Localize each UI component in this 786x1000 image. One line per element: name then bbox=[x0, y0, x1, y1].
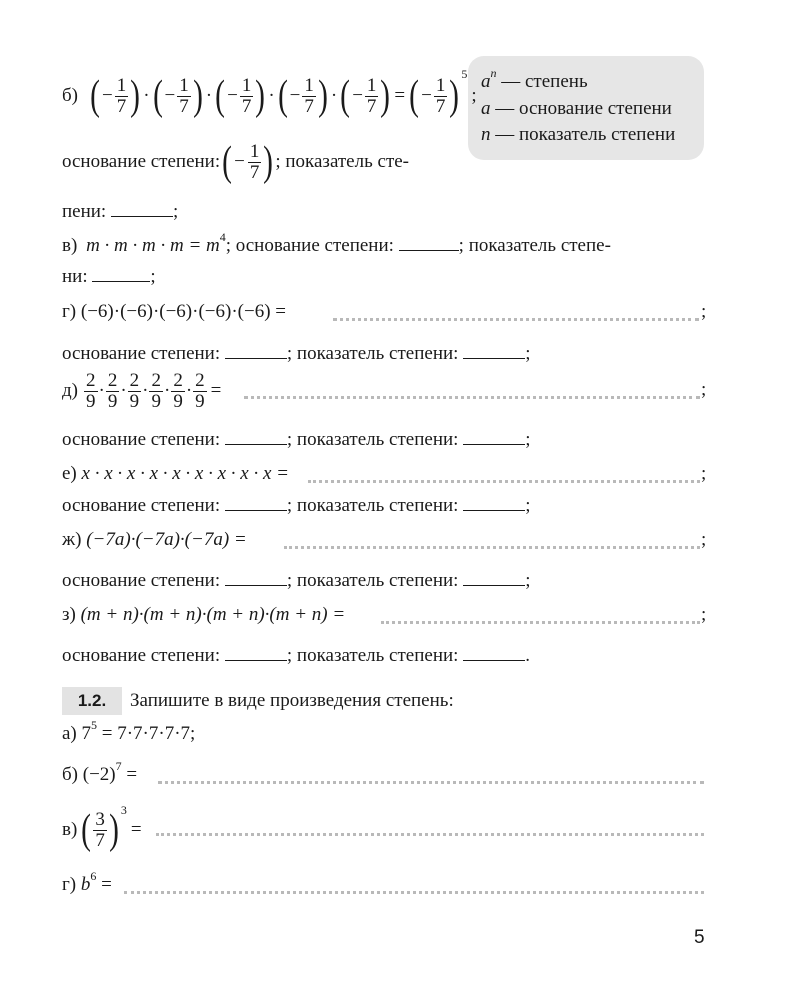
fraction: $\frac{2}{9}$ bbox=[86, 369, 96, 412]
paren-left: ( bbox=[340, 73, 351, 119]
minus-sign: − bbox=[164, 85, 176, 106]
item-12a-line: а) $7^5 = 7\cdot 7\cdot 7\cdot 7\cdot 7$; bbox=[62, 718, 196, 744]
item-z-answer-dots bbox=[381, 621, 700, 624]
fraction: $\frac{1}{7}$ bbox=[116, 74, 127, 117]
item-e-answer-line: основание степени: ; показатель степени: ; bbox=[62, 495, 531, 516]
item-v-cont-line: ни: ; bbox=[62, 266, 156, 287]
item-12v-answer-dots bbox=[156, 833, 704, 836]
definition-line-base: a — основание степени bbox=[481, 98, 672, 119]
paren-left: ( bbox=[90, 73, 100, 119]
item-12v-line: в) ( $\frac{3}{7}$ ) 3 = bbox=[62, 803, 142, 853]
minus-sign: − bbox=[102, 85, 113, 106]
item-b-base-line: основание степени: ( − $\frac{1}{7}$ ) ; показатель сте- bbox=[62, 139, 410, 185]
item-d-answer-dots bbox=[244, 396, 700, 399]
fraction: $\frac{1}{7}$ bbox=[304, 74, 314, 117]
fraction: $\frac{2}{9}$ bbox=[195, 369, 205, 412]
paren-left: ( bbox=[152, 73, 163, 119]
item-d-line: д) $\frac{2}{9}$ · $\frac{2}{9}$ · $\frac{2}{9}$ · $\frac{2}{9}$ · $\frac{2}{9}$ · $\frac{2}{9}$ = bbox=[62, 369, 222, 412]
item-z-end: ; bbox=[701, 604, 707, 625]
item-12g-line: г) $b^6$ = bbox=[62, 869, 112, 895]
paren-right: ) bbox=[130, 73, 141, 119]
item-d-answer-line: основание степени: ; показатель степени: ; bbox=[62, 429, 531, 450]
page-number: 5 bbox=[694, 927, 705, 948]
item-e-end: ; bbox=[701, 463, 707, 484]
item-12b-line: б) $(-2)^7$ = bbox=[62, 759, 138, 785]
item-d-end: ; bbox=[701, 379, 707, 400]
item-e-answer-dots bbox=[308, 480, 700, 483]
minus-sign: − bbox=[227, 85, 238, 106]
item-zh-answer-line: основание степени: ; показатель степени: ; bbox=[62, 570, 531, 591]
fraction: $\frac{2}{9}$ bbox=[107, 369, 118, 412]
paren-right: ) bbox=[317, 73, 328, 119]
paren-left: ( bbox=[215, 73, 225, 119]
item-12g-answer-dots bbox=[124, 891, 704, 894]
paren-right: ) bbox=[192, 73, 203, 119]
item-zh-end: ; bbox=[701, 529, 707, 550]
definition-line-power: $a^n$ — степень bbox=[481, 66, 588, 92]
item-12b-answer-dots bbox=[158, 781, 704, 784]
minus-sign: − bbox=[289, 85, 301, 106]
item-b-expression: б) ( − $\frac{1}{7}$ ) · ( − $\frac{1}{7}$ ) · ( − $\frac{1}{7}$ ) · ( − $\frac{1}{7}$ ) · ( − $\frac{1}{7}$ ) = ( − $\frac{1}{7}$ ) 5 ; bbox=[62, 67, 477, 119]
item-g-answer-line: основание степени: ; показатель степени: ; bbox=[62, 343, 531, 364]
item-g-answer-dots bbox=[333, 318, 699, 321]
item-g-line: г) (−6)·(−6)·(−6)·(−6)·(−6) = bbox=[62, 301, 286, 322]
item-v-line: в) $m \cdot m \cdot m \cdot m = m^4$; основание степени: ; показатель степе- bbox=[62, 230, 611, 256]
item-e-line: е) x · x · x · x · x · x · x · x · x = bbox=[62, 463, 289, 484]
item-g-end: ; bbox=[701, 301, 707, 322]
minus-sign: − bbox=[352, 85, 363, 106]
exercise-number-badge: 1.2. bbox=[62, 687, 122, 715]
item-b-exponent-line: пени: ; bbox=[62, 201, 179, 222]
paren-right: ) bbox=[255, 73, 266, 119]
item-zh-line: ж) (−7a)·(−7a)·(−7a) = bbox=[62, 529, 247, 550]
item-z-answer-line: основание степени: ; показатель степени: . bbox=[62, 645, 530, 666]
paren-left: ( bbox=[277, 73, 288, 119]
item-z-line: з) (m + n)·(m + n)·(m + n)·(m + n) = bbox=[62, 604, 346, 625]
exercise-title: Запишите в виде произведения степень: bbox=[130, 690, 454, 711]
fraction: $\frac{2}{9}$ bbox=[173, 369, 183, 412]
fraction: $\frac{1}{7}$ bbox=[366, 74, 377, 117]
fraction: $\frac{2}{9}$ bbox=[129, 369, 140, 412]
fraction: $\frac{1}{7}$ bbox=[241, 74, 252, 117]
fraction: $\frac{2}{9}$ bbox=[151, 369, 161, 412]
paren-right: ) bbox=[380, 73, 391, 119]
fraction: $\frac{1}{7}$ bbox=[179, 74, 189, 117]
definition-line-exponent: n — показатель степени bbox=[481, 124, 676, 145]
item-zh-answer-dots bbox=[284, 546, 700, 549]
